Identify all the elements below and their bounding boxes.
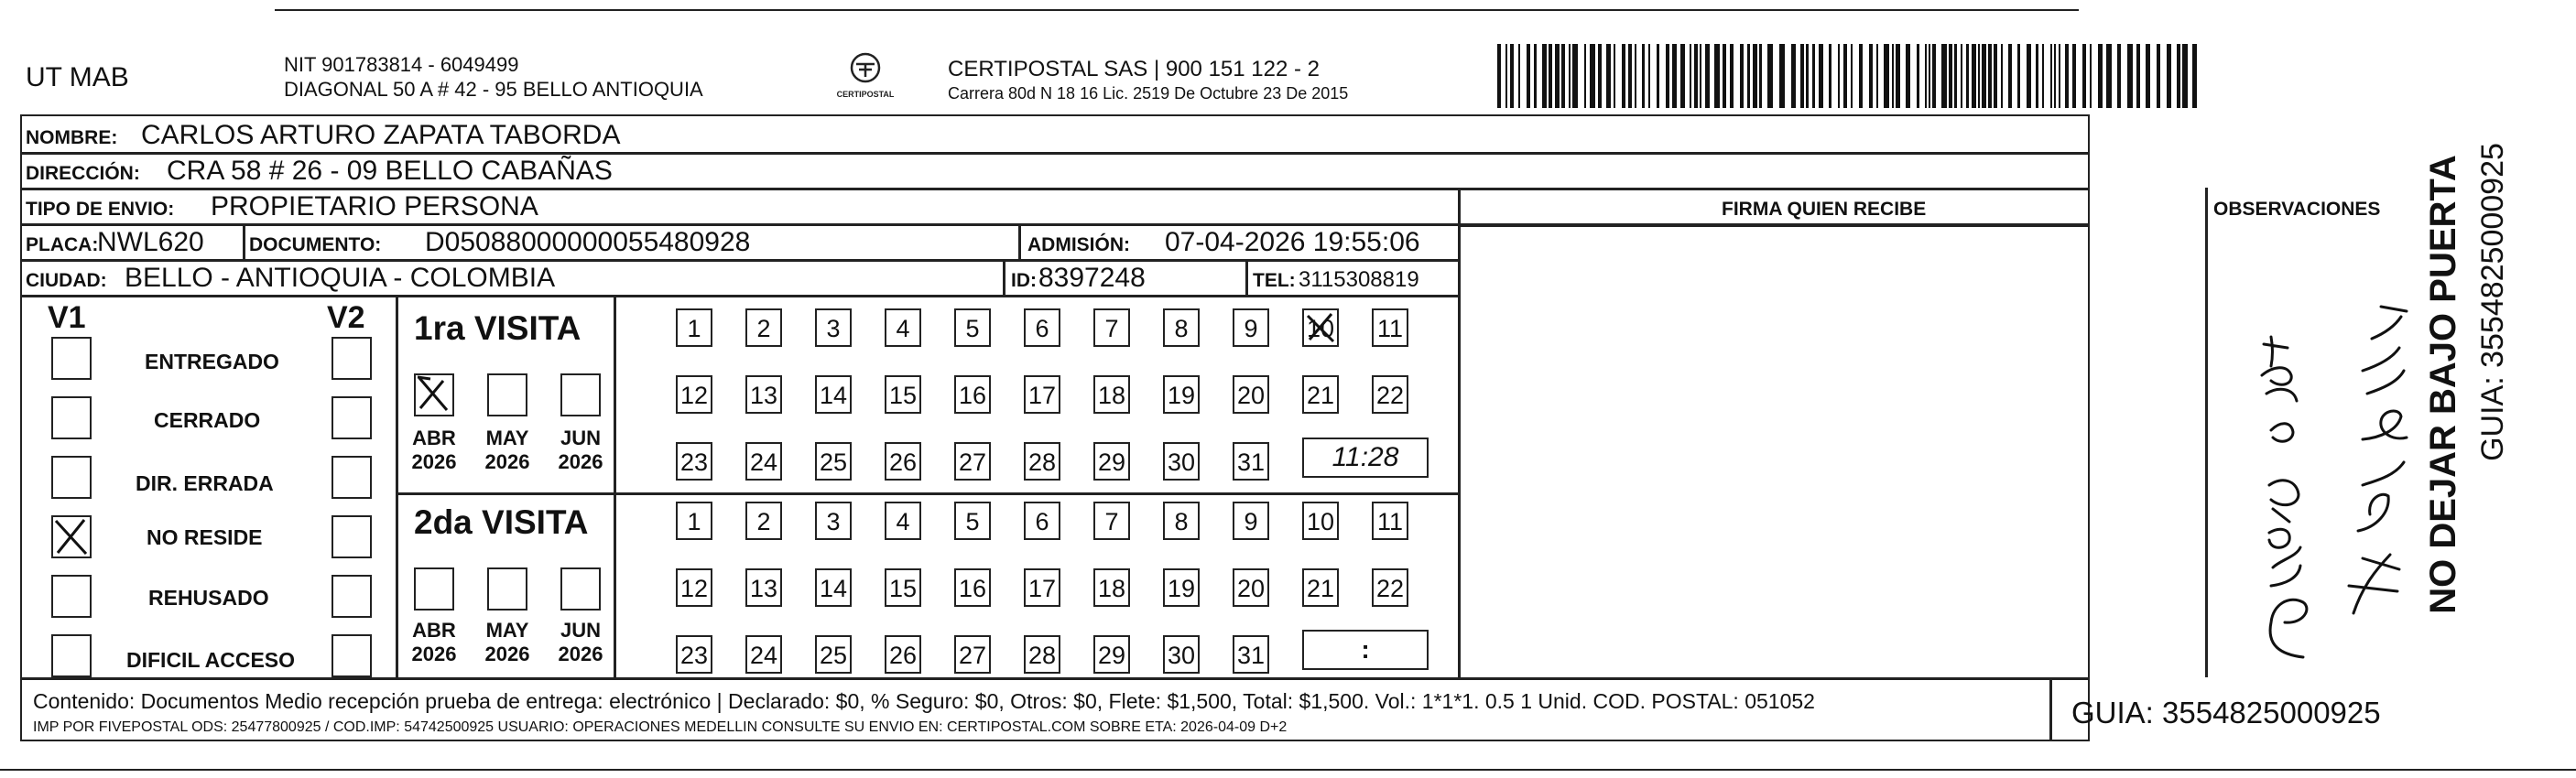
day-box[interactable]: 12 [676, 568, 712, 607]
day-box[interactable]: 30 [1163, 442, 1200, 481]
v2-check-entregado[interactable] [332, 337, 372, 380]
day-box[interactable]: 24 [745, 442, 782, 481]
day-box[interactable]: 8 [1163, 308, 1200, 347]
day-box[interactable]: 25 [815, 442, 852, 481]
day-box[interactable]: 7 [1093, 308, 1130, 347]
day-box[interactable]: 18 [1093, 375, 1130, 414]
day-box[interactable]: 22 [1372, 375, 1408, 414]
day-box[interactable]: 19 [1163, 568, 1200, 607]
type-label: TIPO DE ENVIO: [26, 199, 175, 220]
option-entregado: ENTREGADO [145, 350, 279, 373]
second-visit-title: 2da VISITA [414, 503, 589, 541]
day-box[interactable]: 6 [1024, 308, 1060, 347]
day-box[interactable]: 9 [1233, 308, 1269, 347]
footer-contents: Contenido: Documentos Medio recepción prueba de entrega: electrónico | Declarado: $0, % Seguro: $0, Otros: $0, Flete: $1,500, Total: $1,500. Vol.: 1*1*1. 0.5 1 Unid. COD. POSTAL: 051052 [33, 689, 1815, 713]
v1-label: V1 [48, 300, 86, 335]
first-visit-month-label-jun: JUN 2026 [558, 427, 603, 474]
v1-check-no-reside[interactable] [51, 515, 92, 558]
day-box[interactable]: 6 [1024, 502, 1060, 540]
company-address: DIAGONAL 50 A # 42 - 95 BELLO ANTIOQUIA [284, 78, 703, 101]
day-box[interactable]: 14 [815, 375, 852, 414]
v1-check-rehusado[interactable] [51, 575, 92, 618]
city-value: BELLO - ANTIOQUIA - COLOMBIA [125, 263, 556, 293]
v1-check-entregado[interactable] [51, 337, 92, 380]
id-value: 8397248 [1038, 263, 1146, 293]
day-box[interactable]: 31 [1233, 635, 1269, 674]
day-box[interactable]: 26 [885, 442, 921, 481]
svg-text:CERTIPOSTAL: CERTIPOSTAL [836, 90, 895, 99]
day-box[interactable]: 26 [885, 635, 921, 674]
address-label: DIRECCIÓN: [26, 163, 140, 184]
day-box[interactable]: 15 [885, 568, 921, 607]
second-visit-month-may[interactable] [487, 567, 527, 611]
option-dificil-acceso: DIFICIL ACCESO [126, 648, 296, 672]
carrier-name: CERTIPOSTAL SAS | 900 151 122 - 2 [948, 57, 1320, 81]
day-box[interactable]: 27 [954, 635, 991, 674]
plate-value: NWL620 [97, 227, 204, 257]
day-box[interactable]: 2 [745, 502, 782, 540]
carrier-address: Carrera 80d N 18 16 Lic. 2519 De Octubre 23 De 2015 [948, 84, 1349, 103]
v1-check-dificil-acceso[interactable] [51, 634, 92, 677]
day-box[interactable]: 28 [1024, 442, 1060, 481]
admission-label: ADMISIÓN: [1027, 234, 1130, 255]
day-box[interactable]: 1 [676, 502, 712, 540]
day-box[interactable]: 13 [745, 568, 782, 607]
company-name: UT MAB [26, 62, 129, 92]
recipient-name: CARLOS ARTURO ZAPATA TABORDA [141, 120, 621, 150]
option-dir-errada: DIR. ERRADA [136, 471, 274, 495]
v2-label: V2 [327, 300, 365, 335]
day-box[interactable]: 17 [1024, 375, 1060, 414]
v2-check-dificil-acceso[interactable] [332, 634, 372, 677]
day-box[interactable]: 3 [815, 308, 852, 347]
signature-header: FIRMA QUIEN RECIBE [1722, 199, 1927, 220]
day-box[interactable]: 29 [1093, 635, 1130, 674]
day-box[interactable]: 16 [954, 375, 991, 414]
day-box[interactable]: 8 [1163, 502, 1200, 540]
handwritten-x-mark [53, 517, 90, 556]
day-box[interactable]: 14 [815, 568, 852, 607]
day-box[interactable]: 18 [1093, 568, 1130, 607]
v1-check-cerrado[interactable] [51, 396, 92, 439]
footer-guia: GUIA: 3554825000925 [2071, 696, 2381, 729]
day-box[interactable]: 1 [676, 308, 712, 347]
v2-check-rehusado[interactable] [332, 575, 372, 618]
admission-value: 07-04-2026 19:55:06 [1165, 227, 1420, 257]
v2-check-cerrado[interactable] [332, 396, 372, 439]
option-no-reside: NO RESIDE [147, 525, 263, 549]
observations-header: OBSERVACIONES [2213, 199, 2381, 220]
document-label: DOCUMENTO: [249, 234, 382, 255]
recipient-address: CRA 58 # 26 - 09 BELLO CABAÑAS [167, 156, 613, 186]
option-rehusado: REHUSADO [148, 586, 269, 610]
tel-label: TEL: [1253, 270, 1296, 291]
day-box[interactable]: 27 [954, 442, 991, 481]
handwritten-x-mark [416, 375, 452, 415]
second-visit-month-jun[interactable] [560, 567, 601, 611]
day-box[interactable]: 28 [1024, 635, 1060, 674]
handwritten-observation-puerta-cafe [2216, 293, 2326, 668]
day-box[interactable]: 22 [1372, 568, 1408, 607]
day-box[interactable]: 12 [676, 375, 712, 414]
plate-label: PLACA: [26, 234, 99, 255]
day-box[interactable]: 9 [1233, 502, 1269, 540]
document-value: D05088000000055480928 [425, 227, 751, 257]
first-visit-month-label-abr: ABR 2026 [411, 427, 457, 474]
side-guia: GUIA: 3554825000925 [2474, 143, 2510, 461]
second-visit-month-abr[interactable] [414, 567, 454, 611]
second-visit-month-label-abr: ABR 2026 [411, 619, 457, 666]
day-box[interactable]: 13 [745, 375, 782, 414]
day-box[interactable]: 21 [1302, 375, 1339, 414]
day-box[interactable]: 17 [1024, 568, 1060, 607]
day-box[interactable]: 4 [885, 308, 921, 347]
day-box[interactable]: 20 [1233, 375, 1269, 414]
day-box[interactable]: 5 [954, 502, 991, 540]
day-box[interactable]: 11 [1372, 502, 1408, 540]
certipostal-logo [829, 49, 902, 104]
v2-check-no-reside[interactable] [332, 515, 372, 558]
day-box[interactable]: 19 [1163, 375, 1200, 414]
second-visit-time-box[interactable]: : [1302, 630, 1429, 670]
day-box[interactable]: 5 [954, 308, 991, 347]
tel-value: 3115308819 [1299, 267, 1419, 292]
second-visit-month-label-jun: JUN 2026 [558, 619, 603, 666]
first-visit-month-jun[interactable] [560, 373, 601, 416]
day-box[interactable]: 29 [1093, 442, 1130, 481]
day-box[interactable]: 21 [1302, 568, 1339, 607]
id-label: ID: [1011, 270, 1037, 291]
option-cerrado: CERRADO [154, 408, 261, 432]
day-box[interactable]: 23 [676, 442, 712, 481]
barcode [1497, 44, 2202, 108]
day-box[interactable]: 16 [954, 568, 991, 607]
city-label: CIUDAD: [26, 270, 107, 291]
day-box[interactable]: 15 [885, 375, 921, 414]
day-box[interactable]: 10 [1302, 308, 1339, 347]
day-box[interactable]: 30 [1163, 635, 1200, 674]
day-box[interactable]: 23 [676, 635, 712, 674]
handwritten-x-mark [1304, 310, 1337, 345]
day-box[interactable]: 7 [1093, 502, 1130, 540]
first-visit-title: 1ra VISITA [414, 309, 582, 347]
handwritten-observation-signature [2326, 284, 2436, 668]
first-visit-month-label-may: MAY 2026 [484, 427, 530, 474]
name-label: NOMBRE: [26, 127, 118, 148]
day-box[interactable]: 20 [1233, 568, 1269, 607]
side-warning: NO DEJAR BAJO PUERTA [2422, 155, 2463, 614]
second-visit-month-label-may: MAY 2026 [484, 619, 530, 666]
day-box[interactable]: 2 [745, 308, 782, 347]
footer-print-info: IMP POR FIVEPOSTAL ODS: 25477800925 / COD.IMP: 54742500925 USUARIO: OPERACIONES MEDELLIN CONSULTE SU ENVIO EN: CERTIPOSTAL.COM SOBRE ETA: 2026-04-09 D+2 [33, 719, 1288, 735]
top-rule [275, 9, 2079, 11]
day-box[interactable]: 10 [1302, 502, 1339, 540]
day-box[interactable]: 11 [1372, 308, 1408, 347]
day-box[interactable]: 3 [815, 502, 852, 540]
day-box[interactable]: 25 [815, 635, 852, 674]
day-box[interactable]: 31 [1233, 442, 1269, 481]
first-visit-month-may[interactable] [487, 373, 527, 416]
v1-check-dir-errada[interactable] [51, 456, 92, 499]
day-box[interactable]: 4 [885, 502, 921, 540]
first-visit-time-box[interactable]: 11:28 [1302, 438, 1429, 478]
shipment-type: PROPIETARIO PERSONA [211, 191, 538, 222]
day-box[interactable]: 24 [745, 635, 782, 674]
company-nit: NIT 901783814 - 6049499 [284, 53, 519, 76]
v2-check-dir-errada[interactable] [332, 456, 372, 499]
first-visit-month-abr[interactable] [414, 373, 454, 416]
